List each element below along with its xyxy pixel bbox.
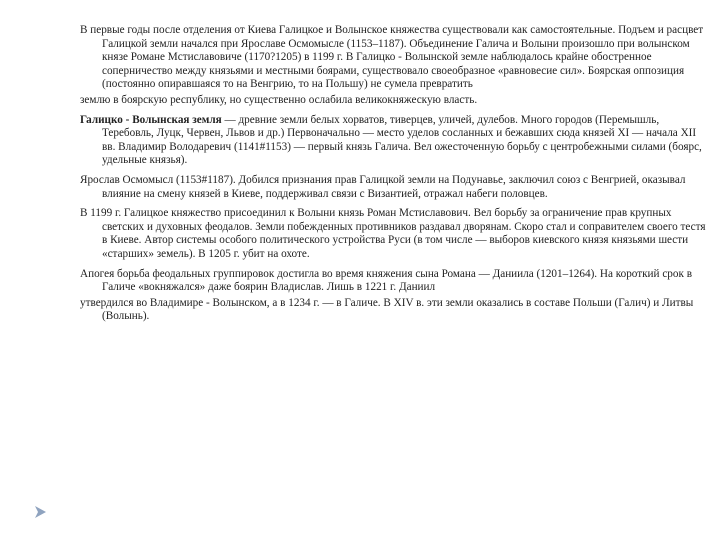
paragraph-4 — [80, 174, 706, 201]
paragraph-5 — [80, 207, 706, 261]
text-body — [80, 24, 706, 330]
paragraph-3-heading: Галицко - Волынская земля — [80, 113, 222, 126]
paragraph-2-text: землю в боярскую республику, но существенно ослабила великокняжескую власть. — [80, 93, 478, 106]
paragraph-4-text: Ярослав Осмомысл (1153#1187). Добился признания прав Галицкой земли на Подунавье, заключил союз с Венгрией, оказывал влияние на смену князей в Киеве, поддерживал связи с Византией, отражал набеги половцев. — [80, 173, 686, 200]
paragraph-7 — [80, 297, 706, 324]
paragraph-3-text: — древние земли белых хорватов, тиверцев, уличей, дулебов. Много городов (Перемышль, Теребовль, Луцк, Червен, Львов и др.) Первоначально — место уделов сосланных и бежавших сюда князей XI — начала XII вв. Владимир Володаревич (1141#1153) — первый князь Галича. Вел ожесточенную борьбу с центробежными силами (боярс, удельные князья). — [102, 113, 702, 167]
play-arrow-icon[interactable] — [33, 505, 47, 519]
paragraph-1 — [80, 24, 706, 92]
paragraph-3 — [80, 114, 706, 168]
paragraph-7-text: утвердился во Владимире - Волынском, а в 1234 г. — в Галиче. В XIV в. эти земли оказались в составе Польши (Галич) и Литвы (Волынь). — [80, 296, 694, 323]
paragraph-2 — [80, 94, 706, 108]
paragraph-6 — [80, 268, 706, 295]
paragraph-5-text: В 1199 г. Галицкое княжество присоединил к Волыни князь Роман Мстиславович. Вел борьбу за ограничение прав крупных светских и духовных феодалов. Земли побежденных противников раздавал дворянам. Скоро стал и соправителем своего тестя в Киеве. Автор системы особого политического устройства Руси (в том числе — выборов киевского князя князьями шести «старших» земель). В 1205 г. убит на охоте. — [80, 207, 706, 260]
paragraph-1-text: В первые годы после отделения от Киева Галицкое и Волынское княжества существовали как самостоятельные. Подъем и расцвет Галицкой земли начался при Ярославе Осмомысле (1153–1187). Объединение Галича и Волыни произошло при волынском князе Романе Мстиславовиче (1170?1205) в 1199 г. В Галицко - Волынской земле наблюдалось крайне обостренное соперничество между князьями и местными боярами, существовало своеобразное «равновесие сил». Боярская оппозиция (постоянно опиравшаяся то на Венгрию, то на Польшу) не сумела превратить — [80, 24, 704, 91]
paragraph-6-text: Апогея борьба феодальных группировок достигла во время княжения сына Романа — Даниила (1201–1264). На короткий срок в Галиче «вокняжался» даже боярин Владислав. Лишь в 1221 г. Даниил — [80, 267, 692, 294]
